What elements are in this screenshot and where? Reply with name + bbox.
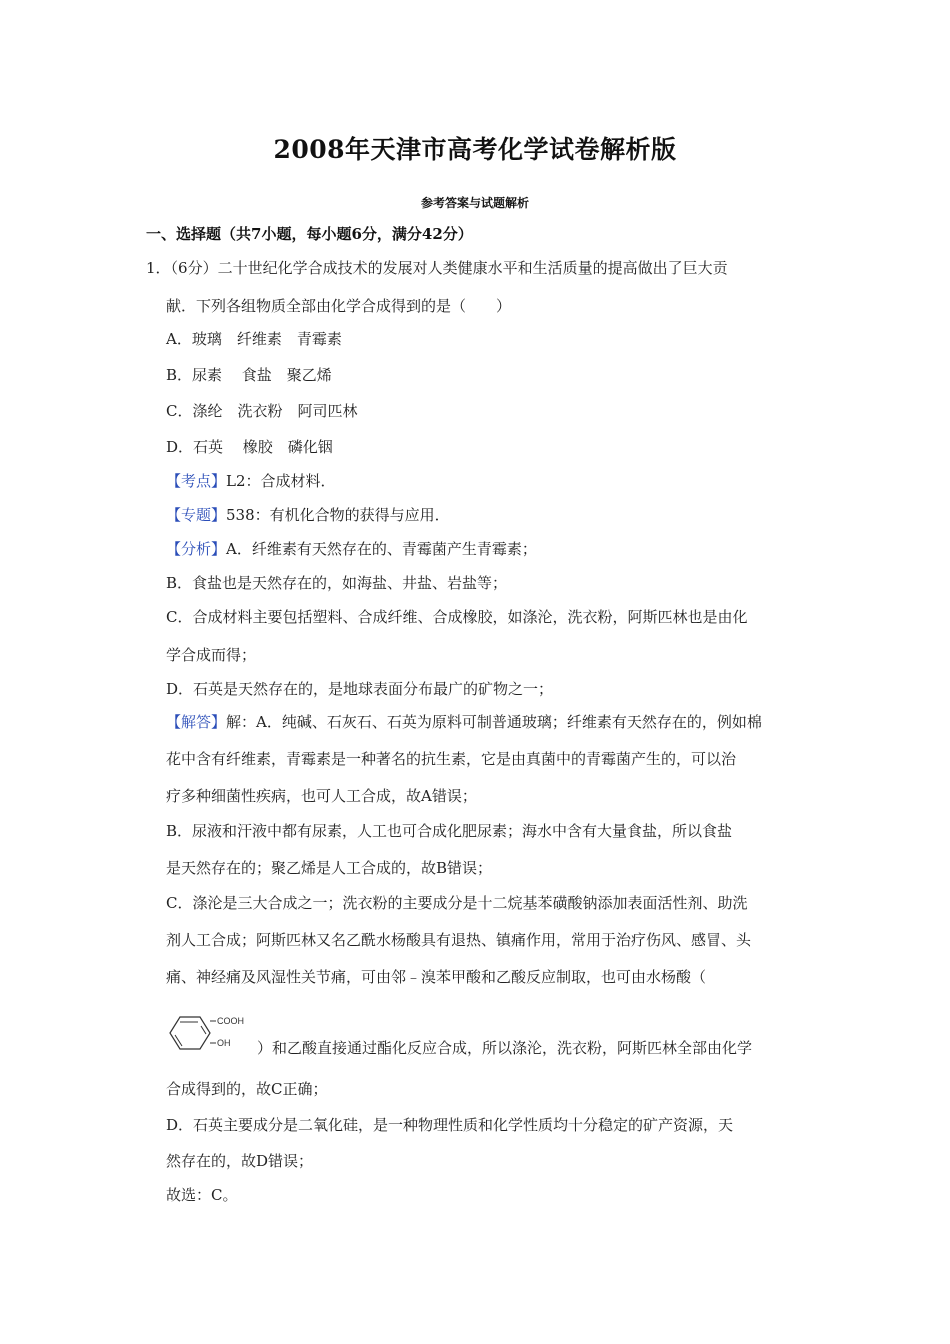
jieda-line-8: 痛、神经痛及风湿性关节痛，可由邻﹣溴苯甲酸和乙酸反应制取，也可由水杨酸（ — [166, 968, 707, 986]
fenxi-tag: 【分析】 — [166, 540, 227, 558]
jieda-line-12: 然存在的，故D错误； — [166, 1152, 314, 1170]
fenxi-first: A．纤维素有天然存在的、青霉菌产生青霉素； — [226, 540, 537, 558]
section-heading: 一、选择题（共7小题，每小题6分，满分42分） — [146, 225, 473, 243]
cooh-label: COOH — [217, 1016, 244, 1026]
document-subtitle: 参考答案与试题解析 — [420, 196, 529, 210]
zhuanti-line — [166, 505, 450, 525]
jieda-line-11: D．石英主要成分是二氧化硅，是一种物理性质和化学性质均十分稳定的矿产资源，天 — [166, 1116, 734, 1134]
kaodian-text: L2：合成材料． — [226, 472, 336, 490]
question-line-1: 1．（6分）二十世纪化学合成技术的发展对人类健康水平和生活质量的提高做出了巨大贡 — [146, 259, 728, 277]
jieda-line-3: 疗多种细菌性疾病，也可人工合成，故A错误； — [166, 787, 477, 805]
oh-label: OH — [217, 1038, 231, 1048]
jieda-line — [166, 712, 762, 732]
option-b: B．尿素 食盐 聚乙烯 — [166, 366, 332, 384]
salicylic-acid-structure-image — [166, 1013, 256, 1057]
fenxi-line-c1: C．合成材料主要包括塑料、合成纤维、合成橡胶，如涤沦，洗衣粉，阿斯匹林也是由化 — [166, 608, 748, 626]
option-c: C．涤纶 洗衣粉 阿司匹林 — [166, 402, 358, 420]
zhuanti-tag: 【专题】 — [166, 506, 227, 524]
document-title: 2008年天津市高考化学试卷解析版 — [273, 135, 677, 164]
kaodian-line — [166, 471, 336, 491]
jieda-line-4: B．尿液和汗液中都有尿素，人工也可合成化肥尿素；海水中含有大量食盐，所以食盐 — [166, 822, 733, 840]
jieda-first: 解：A．纯碱、石灰石、石英为原料可制普通玻璃；纤维素有天然存在的，例如棉 — [226, 713, 762, 731]
fenxi-line-b: B．食盐也是天然存在的，如海盐、井盐、岩盐等； — [166, 574, 508, 592]
fenxi-line — [166, 539, 537, 559]
final-answer: 故选：C。 — [166, 1186, 238, 1204]
jieda-line-10: 合成得到的，故C正确； — [166, 1080, 328, 1098]
jieda-after-structure: ）和乙酸直接通过酯化反应合成，所以涤沦，洗衣粉，阿斯匹林全部由化学 — [257, 1039, 753, 1057]
zhuanti-text: 538：有机化合物的获得与应用． — [226, 506, 450, 524]
question-line-2: 献．下列各组物质全部由化学合成得到的是（ ） — [166, 297, 512, 315]
jieda-line-7: 剂人工合成；阿斯匹林又名乙酰水杨酸具有退热、镇痛作用，常用于治疗伤风、感冒、头 — [166, 931, 752, 949]
option-d: D．石英 橡胶 磷化铟 — [166, 438, 333, 456]
jieda-line-6: C．涤沦是三大合成之一；洗衣粉的主要成分是十二烷基苯磺酸钠添加表面活性剂、助洗 — [166, 894, 748, 912]
fenxi-line-c2: 学合成而得； — [166, 646, 257, 664]
jieda-line-2: 花中含有纤维素，青霉素是一种著名的抗生素，它是由真菌中的青霉菌产生的，可以治 — [166, 750, 737, 768]
fenxi-line-d: D．石英是天然存在的，是地球表面分布最广的矿物之一； — [166, 680, 554, 698]
jieda-line-5: 是天然存在的；聚乙烯是人工合成的，故B错误； — [166, 859, 493, 877]
kaodian-tag: 【考点】 — [166, 472, 227, 490]
option-a: A．玻璃 纤维素 青霉素 — [166, 330, 342, 348]
jieda-tag: 【解答】 — [166, 713, 227, 731]
